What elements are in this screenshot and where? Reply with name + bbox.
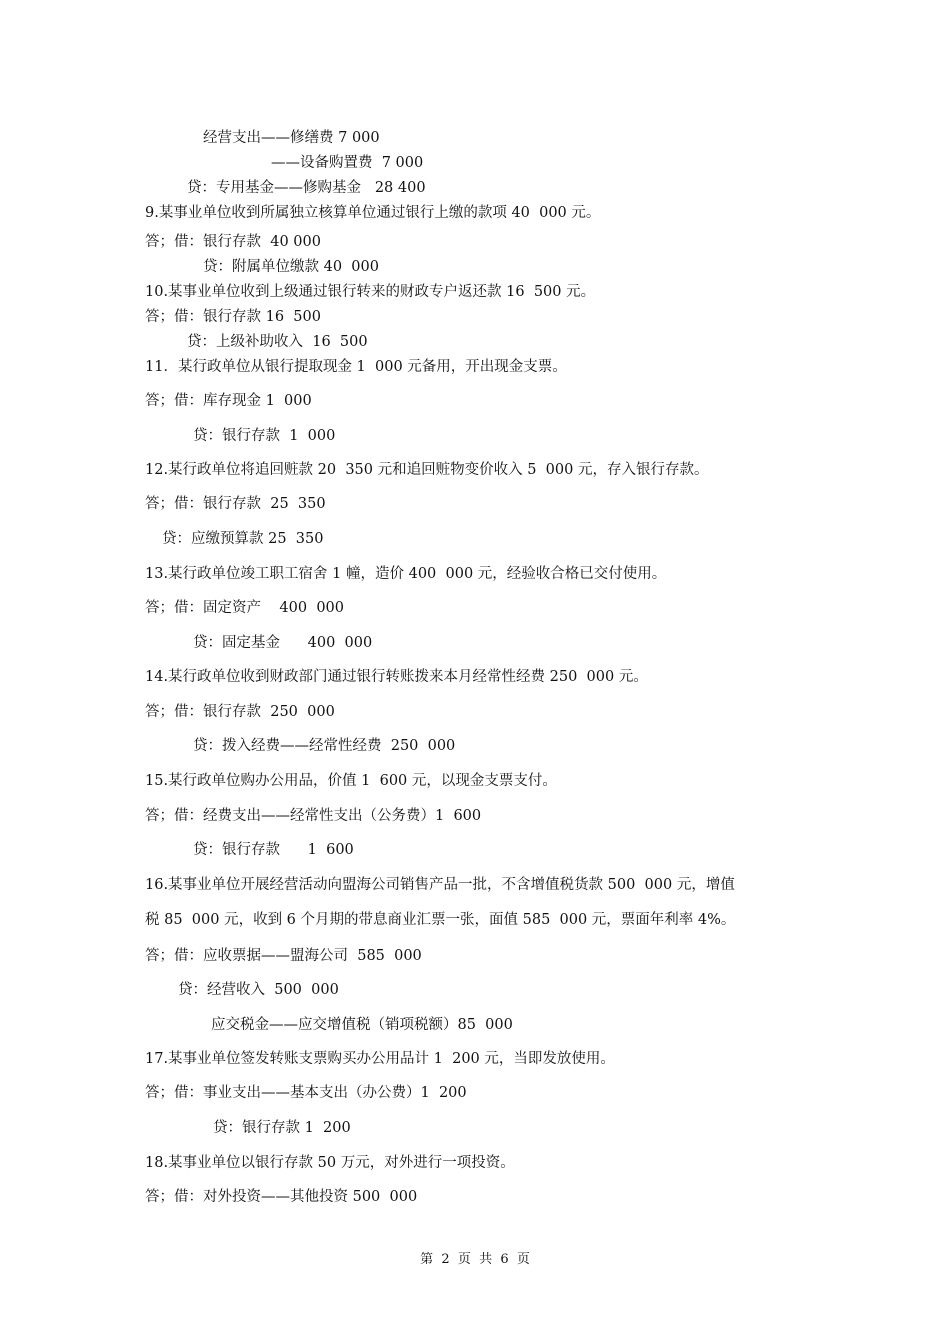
entry-line: ——设备购置费 7 000 — [271, 155, 424, 171]
entry-line: 贷：应缴预算款 25 350 — [162, 531, 324, 547]
entry-line: 贷：银行存款 1 600 — [193, 842, 354, 858]
entry-line: 应交税金——应交增值税（销项税额）85 000 — [211, 1017, 513, 1033]
answer-line: 答；借：银行存款 16 500 — [145, 309, 321, 325]
entry-line: 贷：银行存款 1 000 — [193, 428, 336, 444]
entry-line: 贷：专用基金——修购基金 28 400 — [187, 180, 426, 196]
question-line: 17.某事业单位签发转账支票购买办公用品计 1 200 元，当即发放使用。 — [145, 1051, 615, 1067]
answer-line: 答；借：应收票据——盟海公司 585 000 — [145, 948, 422, 964]
answer-line: 答；借：银行存款 40 000 — [145, 234, 321, 250]
question-line: 14.某行政单位收到财政部门通过银行转账拨来本月经常性经费 250 000 元。 — [145, 669, 648, 685]
answer-line: 答；借：对外投资——其他投资 500 000 — [145, 1189, 418, 1205]
question-line: 10.某事业单位收到上级通过银行转来的财政专户返还款 16 500 元。 — [145, 284, 596, 300]
entry-line: 贷：银行存款 1 200 — [213, 1120, 351, 1136]
answer-line: 答；借：银行存款 25 350 — [145, 496, 326, 512]
entry-line: 贷：拨入经费——经常性经费 250 000 — [193, 738, 456, 754]
question-line: 18.某事业单位以银行存款 50 万元，对外进行一项投资。 — [145, 1155, 515, 1171]
answer-line: 答；借：库存现金 1 000 — [145, 393, 312, 409]
answer-line: 答；借：固定资产 400 000 — [145, 600, 345, 616]
question-line: 12.某行政单位将追回赃款 20 350 元和追回赃物变价收入 5 000 元，存入银行存款。 — [145, 462, 709, 478]
question-line: 13.某行政单位竣工职工宿舍 1 幢，造价 400 000 元，经验收合格已交付使用。 — [145, 566, 667, 582]
answer-line: 答；借：银行存款 250 000 — [145, 704, 335, 720]
question-line: 9.某事业单位收到所属独立核算单位通过银行上缴的款项 40 000 元。 — [145, 205, 601, 221]
answer-line: 答；借：经费支出——经常性支出（公务费）1 600 — [145, 808, 482, 824]
answer-line: 答；借：事业支出——基本支出（办公费）1 200 — [145, 1085, 467, 1101]
page-number-footer: 第 2 页 共 6 页 — [420, 1252, 530, 1267]
question-line: 11．某行政单位从银行提取现金 1 000 元备用，开出现金支票。 — [145, 359, 567, 375]
entry-line: 贷：固定基金 400 000 — [193, 635, 373, 651]
question-line: 16.某事业单位开展经营活动向盟海公司销售产品一批，不含增值税货款 500 000 元，增值 — [145, 877, 735, 893]
entry-line: 贷：上级补助收入 16 500 — [187, 334, 368, 350]
entry-line: 贷：附属单位缴款 40 000 — [203, 259, 379, 275]
entry-line: 贷：经营收入 500 000 — [178, 982, 339, 998]
question-line: 税 85 000 元，收到 6 个月期的带息商业汇票一张，面值 585 000 元，票面年利率 4%。 — [145, 912, 736, 928]
question-line: 15.某行政单位购办公用品，价值 1 600 元，以现金支票支付。 — [145, 773, 557, 789]
entry-line: 经营支出——修缮费 7 000 — [203, 130, 380, 146]
